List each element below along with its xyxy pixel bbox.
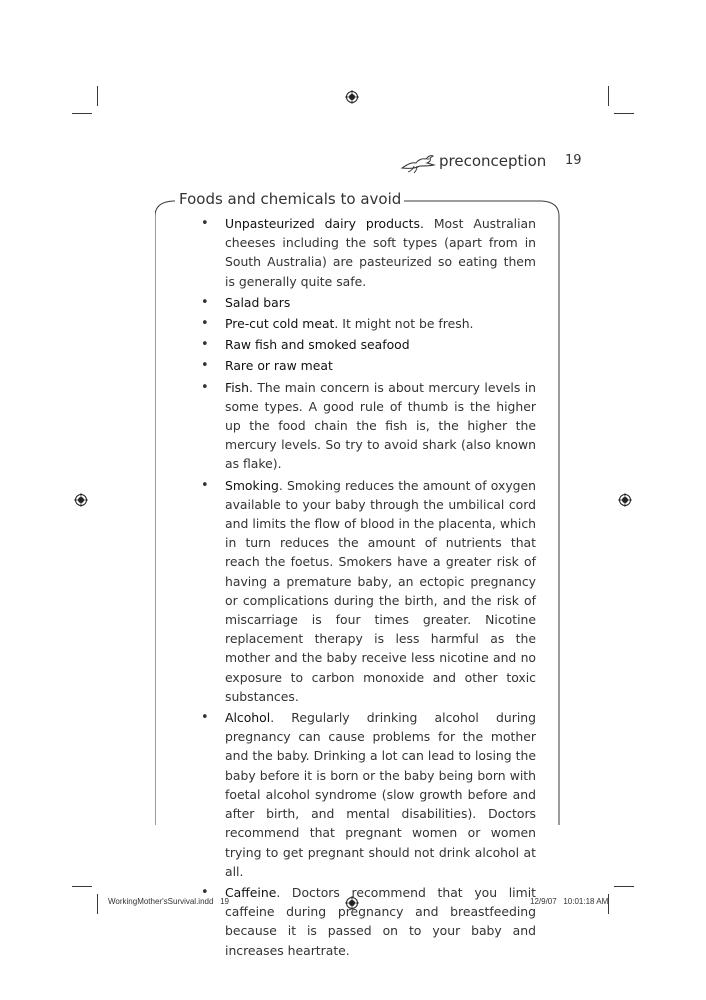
- item-text: . Regularly drinking alcohol during pregnancy can cause problems for the mother and the baby. Drinking a lot can lead to losing the baby before it is born or the baby being born with foetal alcohol syndrome (slow growth before and after birth, and mental disabilities). Doctors recommend that pregnant women or women trying to get pregnant should not drink alcohol at all.: [225, 710, 536, 879]
- registration-mark-icon: [618, 493, 632, 507]
- bullet-icon: •: [201, 294, 209, 310]
- bullet-icon: •: [201, 358, 209, 374]
- item-lead: Caffeine: [225, 884, 277, 900]
- crop-mark: [614, 886, 634, 887]
- bullet-icon: •: [201, 884, 209, 900]
- section-name: preconception: [439, 152, 547, 170]
- running-header: [400, 150, 580, 174]
- crop-mark: [72, 113, 92, 114]
- crop-mark: [97, 86, 98, 106]
- bullet-icon: •: [201, 337, 209, 353]
- item-lead: Rare or raw meat: [225, 358, 333, 374]
- footer-timestamp: 12/9/07 10:01:18 AM: [530, 897, 609, 906]
- bullet-icon: •: [201, 216, 209, 231]
- list-item: [196, 378, 536, 474]
- stork-icon: [400, 150, 436, 174]
- item-lead: Alcohol: [225, 710, 271, 726]
- footer-file-slug: WorkingMother'sSurvival.indd 19: [108, 897, 229, 906]
- box-title: Foods and chemicals to avoid: [176, 190, 404, 208]
- item-text: . It might not be fresh.: [334, 316, 474, 332]
- item-lead: Unpasteurized dairy products.: [225, 216, 424, 231]
- item-text: Most Australian cheeses including the soft types (apart from in South Australia) are pasteurized so eating them is generally quite safe.: [225, 216, 536, 289]
- registration-mark-icon: [345, 90, 359, 104]
- item-text: . Smoking reduces the amount of oxygen available to your baby through the umbilical cord and limits the flow of blood in the placenta, which in turn reduces the amount of nutrients that reach the foetus. Smokers have a greater risk of having a premature baby, an ectopic pregnancy or complications during the birth, and the risk of miscarriage is four times greater. Nicotine replacement therapy is less harmful as the mother and the baby receive less nicotine and no exposure to carbon monoxide and other toxic substances.: [225, 477, 536, 704]
- item-lead: Pre-cut cold meat: [225, 316, 335, 332]
- item-lead: Salad bars: [225, 294, 291, 310]
- bullet-icon: •: [201, 379, 209, 395]
- registration-mark-icon: [74, 493, 88, 507]
- item-lead: Raw fish and smoked seafood: [225, 337, 410, 353]
- list-item: [196, 293, 536, 312]
- crop-mark: [614, 113, 634, 114]
- crop-mark: [72, 886, 92, 887]
- crop-mark: [97, 894, 98, 914]
- bullet-icon: •: [201, 710, 209, 726]
- list-item: [196, 708, 536, 881]
- list-item: [196, 356, 536, 375]
- item-lead: Smoking: [225, 477, 279, 493]
- item-text: . Doctors recommend that you limit caffeine during pregnancy and breastfeeding because it is passed on to your baby and increases heartrate.: [225, 884, 536, 958]
- avoid-list: [196, 214, 536, 962]
- list-item: [196, 335, 536, 354]
- list-item: [196, 214, 536, 291]
- page-number: 19: [565, 153, 582, 168]
- bullet-icon: •: [201, 316, 209, 332]
- list-item: [196, 883, 536, 960]
- item-lead: Fish: [225, 379, 249, 395]
- bullet-icon: •: [201, 477, 209, 493]
- item-text: . The main concern is about mercury levels in some types. A good rule of thumb is the higher up the food chain the fish is, the higher the mercury levels. So try to avoid shark (also known as flake).: [225, 379, 536, 472]
- list-item: [196, 314, 536, 333]
- list-item: [196, 476, 536, 706]
- crop-mark: [608, 86, 609, 106]
